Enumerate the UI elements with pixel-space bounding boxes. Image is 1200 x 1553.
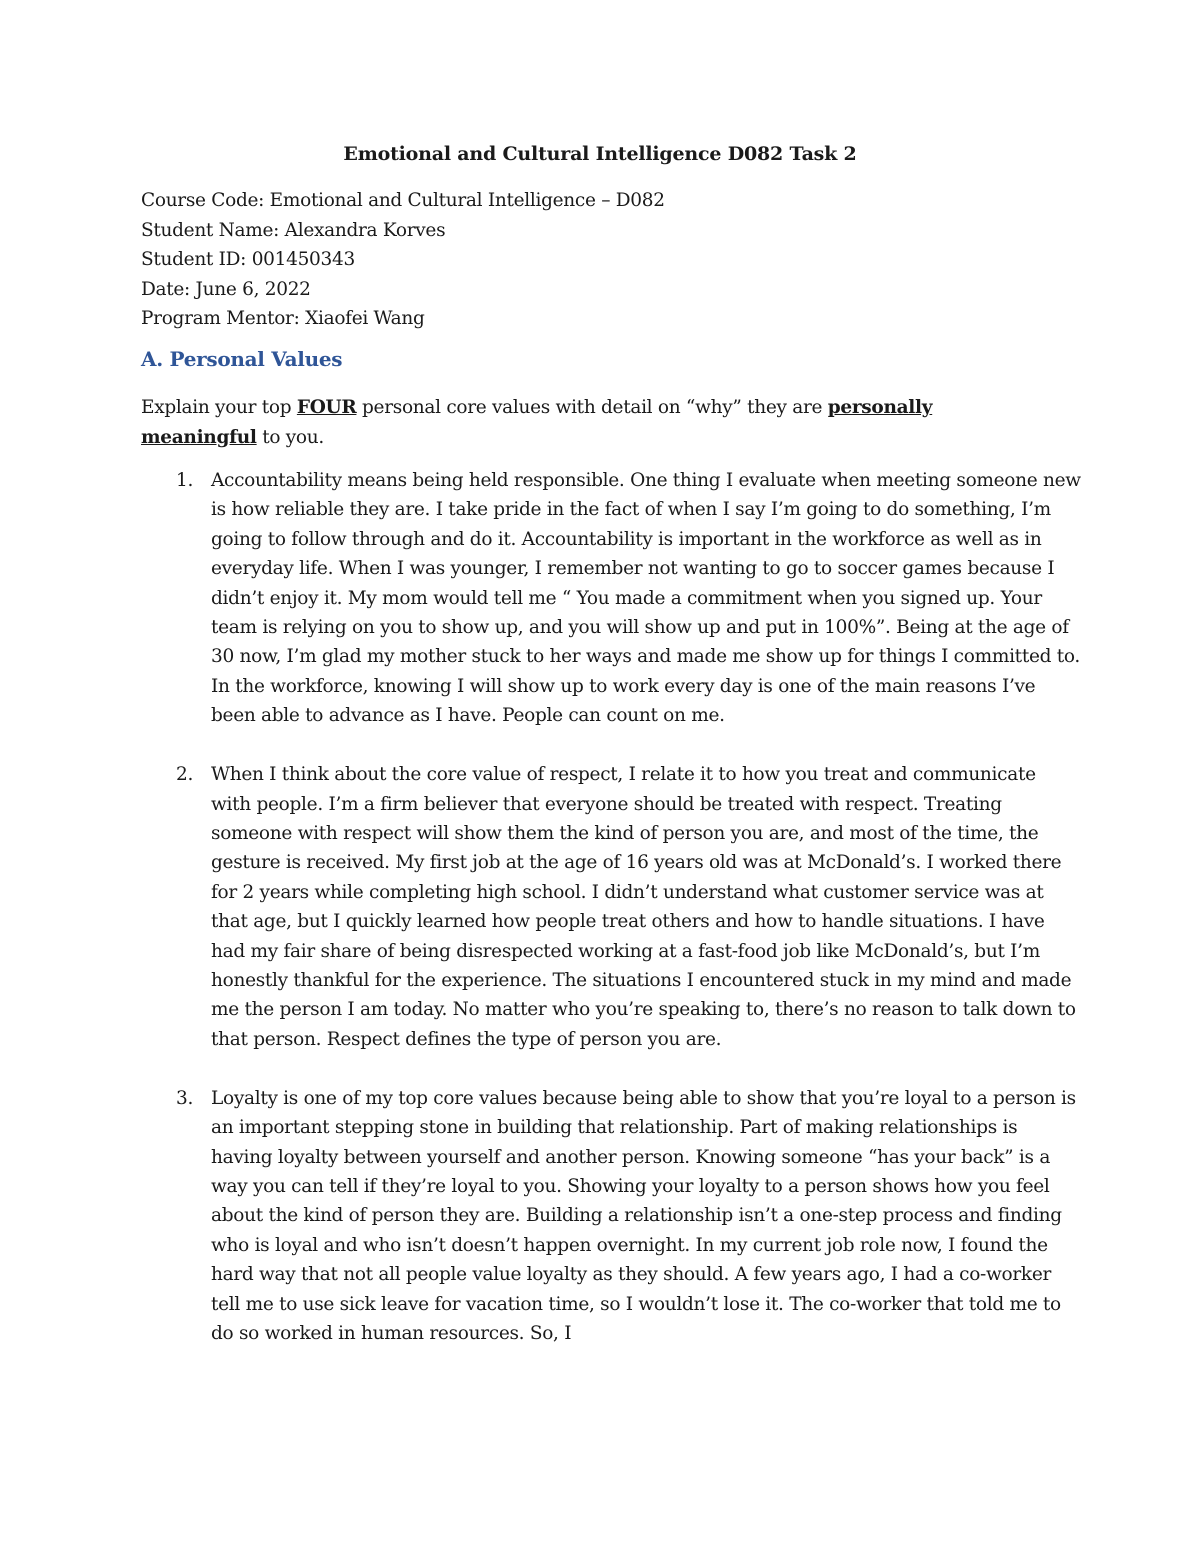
meta-program-mentor: Program Mentor: Xiaofei Wang: [141, 308, 425, 329]
list-item-text: Accountability means being held responsible. One thing I evaluate when meeting someone new is how reliable they are. I take pride in the fact of when I say I’m going to do something, I’m going to follow through and do it. Accountability is important in the workforce as well as in everyday life. When I was younger, I remember not wanting to go to soccer games because I didn’t enjoy it. My mom would tell me “ You made a commitment when you signed up. Your team is relying on you to show up, and you will show up and put in 100%”. Being at the age of 30 now, I’m glad my mother stuck to her ways and made me show up for things I committed to. In the workforce, knowing I will show up to work every day is one of the main reasons I’ve been able to advance as I have. People can count on me.: [211, 470, 1081, 727]
meta-student-name: Student Name: Alexandra Korves: [141, 219, 446, 241]
document-meta: [141, 186, 1061, 334]
list-item: [141, 466, 1081, 731]
section-heading: A. Personal Values: [141, 347, 343, 371]
numbered-list: [141, 466, 1081, 1378]
meta-date: Date: June 6, 2022: [141, 278, 311, 300]
meta-course-code: Course Code: Emotional and Cultural Intelligence – D082: [141, 190, 665, 211]
list-item-number: 3.: [176, 1087, 194, 1109]
list-item-text: Loyalty is one of my top core values because being able to show that you’re loyal to a person is an important stepping stone in building that relationship. Part of making relationships is having loyalty between yourself and another person. Knowing someone “has your back” is a way you can tell if they’re loyal to you. Showing your loyalty to a person shows how you feel about the kind of person they are. Building a relationship isn’t a one-step process and finding who is loyal and who isn’t doesn’t happen overnight. In my current job role now, I found the hard way that not all people value loyalty as they should. A few years ago, I had a co-worker tell me to use sick leave for vacation time, so I wouldn’t lose it. The co-worker that told me to do so worked in human resources. So, I: [211, 1087, 1076, 1344]
list-item-text: When I think about the core value of respect, I relate it to how you treat and communicate with people. I’m a firm believer that everyone should be treated with respect. Treating someone with respect will show them the kind of person you are, and most of the time, the gesture is received. My first job at the age of 16 years old was at McDonald’s. I worked there for 2 years while completing high school. I didn’t understand what customer service was at that age, but I quickly learned how people treat others and how to handle situations. I have had my fair share of being disrespected working at a fast-food job like McDonald’s, but I’m honestly thankful for the experience. The situations I encountered stuck in my mind and made me the person I am today. No matter who you’re speaking to, there’s no reason to talk down to that person. Respect defines the type of person you are.: [211, 764, 1076, 1050]
list-item: [141, 1084, 1081, 1349]
list-item: [141, 760, 1081, 1054]
prompt-emphasis-four: FOUR: [296, 397, 357, 418]
prompt-text-1: Explain your top: [141, 397, 297, 418]
prompt-text-3: to you.: [256, 426, 324, 448]
prompt-paragraph: [141, 393, 1041, 452]
list-item-number: 1.: [176, 470, 194, 491]
prompt-emphasis-personally-meaningful: personally meaningful: [141, 397, 933, 448]
document-title: Emotional and Cultural Intelligence D082 Task 2: [343, 143, 857, 165]
prompt-text-2: personal core values with detail on “why” they are: [356, 397, 828, 418]
meta-student-id: Student ID: 001450343: [141, 249, 355, 270]
list-item-number: 2.: [176, 764, 194, 786]
